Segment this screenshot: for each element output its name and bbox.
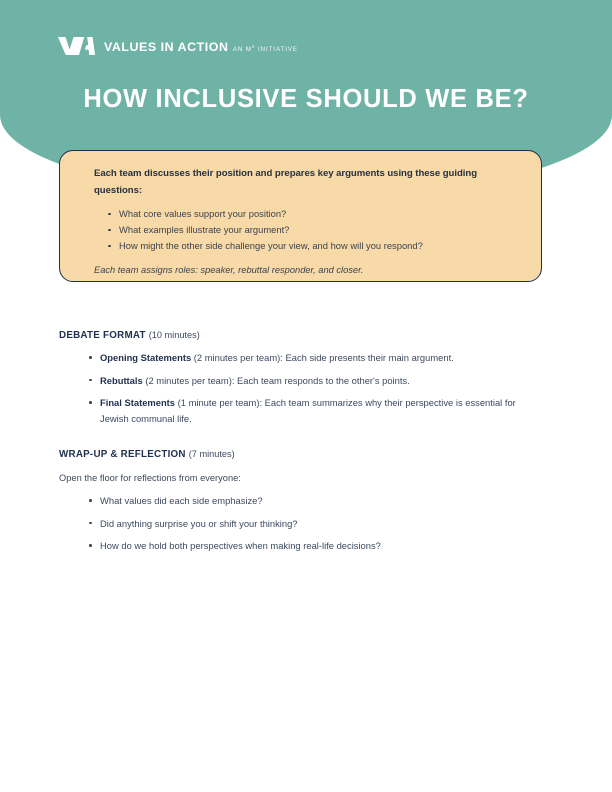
section-heading-label: DEBATE FORMAT (59, 330, 146, 341)
list-item (87, 395, 545, 426)
list-item: How might the other side challenge your view, and how will you respond? (106, 238, 519, 254)
guiding-questions-callout (59, 150, 542, 282)
section-spacer (59, 433, 545, 447)
section-intro-text: Open the floor for reflections from everyone: (59, 473, 241, 483)
list-item (87, 493, 545, 509)
section-heading (59, 328, 545, 343)
brand-tagline: AN $M^2$ INITIATIVE (232, 43, 298, 53)
list-item-label: Opening Statements (100, 352, 192, 363)
list-item-label: Final Statements (100, 397, 176, 408)
list-item: What examples illustrate your argument? (106, 222, 519, 238)
list-item-text: What values did each side emphasize? (100, 495, 263, 506)
list-item (87, 350, 545, 366)
guiding-questions-list (106, 206, 519, 254)
list-item (87, 538, 545, 554)
callout-lead-text: Each team discusses their position and prepares key arguments using these guiding questions: (94, 168, 478, 196)
section-duration: (10 minutes) (148, 330, 200, 340)
list-item-text: Did anything surprise you or shift your thinking? (100, 517, 298, 529)
main-content (59, 328, 545, 561)
section-duration: (7 minutes) (188, 449, 235, 459)
list-item: What core values support your position? (106, 206, 519, 222)
callout-roles-note: Each team assigns roles: speaker, rebuttal responder, and closer. (94, 265, 364, 275)
section-wrap-up-reflection (59, 447, 545, 554)
list-item (87, 516, 545, 532)
page-title: HOW INCLUSIVE SHOULD WE BE? (83, 85, 529, 113)
section-heading-label: WRAP-UP & REFLECTION (59, 449, 186, 460)
brand-logo (58, 37, 298, 60)
list-item-label: Rebuttals (100, 374, 143, 386)
reflection-questions-list (87, 493, 545, 554)
list-item-text: (2 minutes per team): Each side presents their main argument. (191, 352, 454, 363)
list-item (87, 373, 545, 389)
section-debate-format (59, 328, 545, 426)
list-item-text: How do we hold both perspectives when making real-life decisions? (100, 540, 381, 551)
list-item-text: (1 minute per team): Each team summarizes why their perspective is essential for Jewish communal life. (100, 397, 516, 424)
brand-title: VALUES IN ACTION (104, 40, 229, 54)
debate-format-list (87, 350, 545, 426)
section-heading (59, 447, 545, 462)
list-item-text: (2 minutes per team): Each team responds to the other's points. (142, 374, 410, 386)
via-logo-mark-icon (58, 37, 95, 60)
